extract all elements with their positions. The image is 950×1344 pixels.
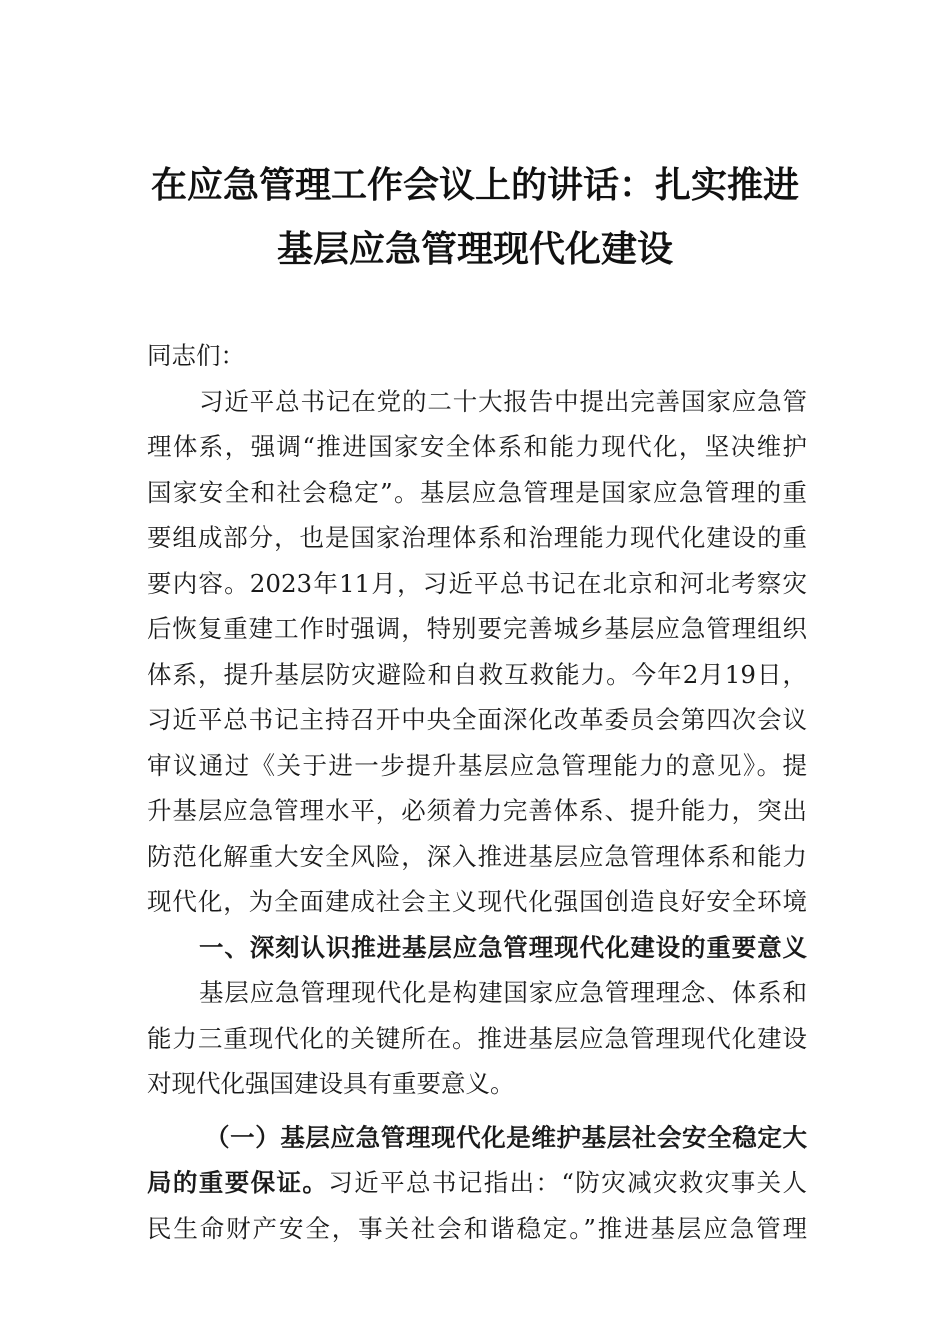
document-body (147, 333, 807, 1251)
paragraph-line: 对现代化强国建设具有重要意义。 (147, 1069, 515, 1098)
paragraph-gap (147, 1107, 807, 1115)
paragraph-line: 审议通过《关于进一步提升基层应急管理能力的意见》。提 (147, 750, 807, 780)
paragraph-line: 基层应急管理现代化是构建国家应急管理理念、体系和 (199, 978, 807, 1007)
salutation: 同志们： (147, 341, 245, 370)
paragraph-line: 习近平总书记主持召开中央全面深化改革委员会第四次会议 (147, 705, 807, 734)
paragraph-line (147, 1160, 807, 1206)
paragraph-line: 要内容。2023年11月，习近平总书记在北京和河北考察灾 (147, 568, 807, 598)
document-title-line-2: 基层应急管理现代化建设 (276, 229, 673, 270)
subsection-heading-line: （一）基层应急管理现代化是维护基层社会安全稳定大 (205, 1122, 807, 1152)
paragraph-line: 要组成部分，也是国家治理体系和治理能力现代化建设的重 (147, 523, 807, 552)
paragraph-line: 理体系，强调“推进国家安全体系和能力现代化，坚决维护 (147, 432, 807, 461)
paragraph-line: 国家安全和社会稳定”。基层应急管理是国家应急管理的重 (147, 477, 807, 507)
paragraph-line: 防范化解重大安全风险，深入推进基层应急管理体系和能力 (147, 841, 807, 871)
document-title-line-1: 在应急管理工作会议上的讲话：扎实推进 (150, 165, 799, 206)
paragraph-text: 习近平总书记指出：“防灾减灾救灾事关人 (328, 1168, 807, 1197)
paragraph-line: 能力三重现代化的关键所在。推进基层应急管理现代化建设 (147, 1023, 807, 1053)
paragraph-line: 民生命财产安全，事关社会和谐稳定。”推进基层应急管理 (147, 1213, 807, 1243)
paragraph-line: 升基层应急管理水平，必须着力完善体系、提升能力，突出 (147, 796, 807, 825)
paragraph-line: 现代化，为全面建成社会主义现代化强国创造良好安全环境 (147, 887, 807, 916)
subsection-heading-tail: 局的重要保证。 (147, 1168, 329, 1197)
section-heading: 一、深刻认识推进基层应急管理现代化建设的重要意义 (199, 932, 807, 962)
paragraph-line: 后恢复重建工作时强调，特别要完善城乡基层应急管理组织 (147, 614, 807, 643)
paragraph-line: 习近平总书记在党的二十大报告中提出完善国家应急管 (199, 386, 807, 416)
paragraph-line: 体系，提升基层防灾避险和自救互救能力。今年2月19日， (147, 659, 807, 689)
